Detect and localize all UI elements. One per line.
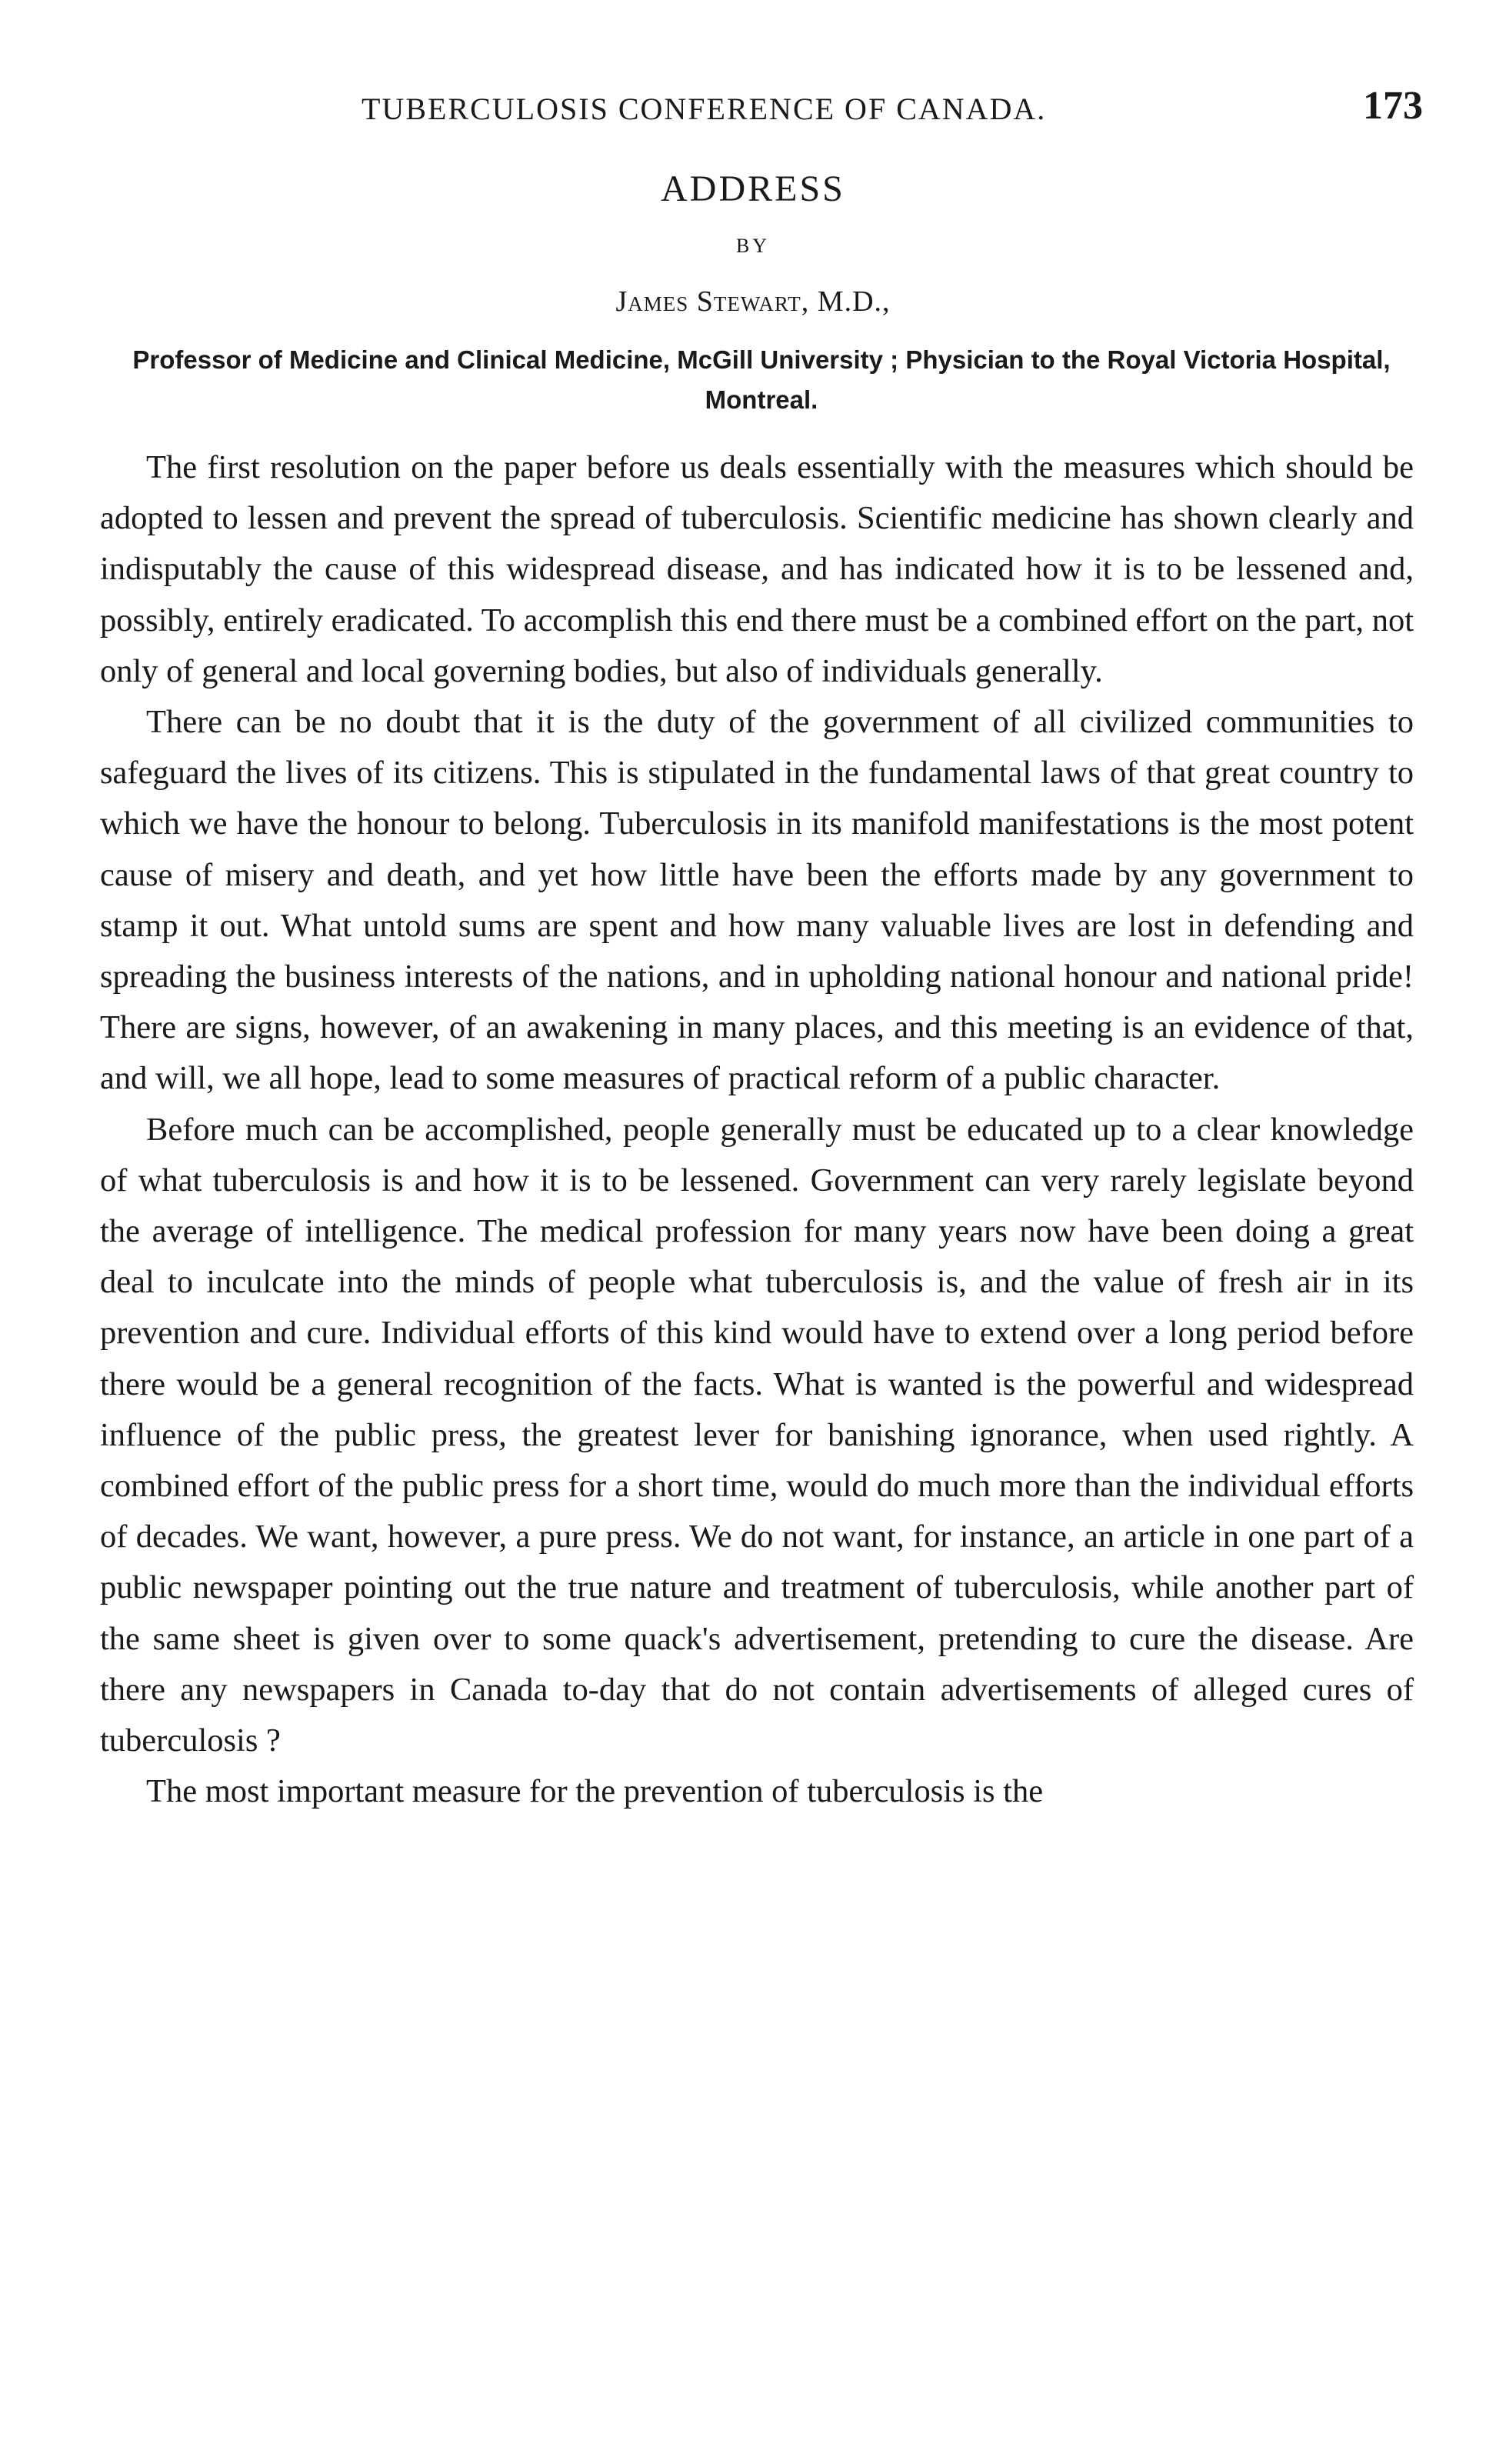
paragraph-3: Before much can be accomplished, people generally must be educated up to a clear knowledge of what tuberculosis is and how it is to be lessened. Government can very rarely legislate beyond the average of intelligence. The medical profession for many years now have been doing a great deal to inculcate into the minds of people what tuberculosis is, and the value of fresh air in its prevention and cure. Individual efforts of this kind would have to extend over a long period before there would be a general recognition of the facts. What is wanted is the powerful and widespread influence of the public press, the greatest lever for banishing ignorance, when used rightly. A combined effort of the public press for a short time, would do much more than the individual efforts of decades. We want, however, a pure press. We do not want, for instance, an article in one part of a public newspaper pointing out the true nature and treatment of tuberculosis, while another part of the same sheet is given over to some quack's advertisement, pretending to cure the disease. Are there any newspapers in Canada to-day that do not contain advertisements of alleged cures of tuberculosis ? <box>100 1111 1414 1759</box>
page-number: 173 <box>1363 84 1423 128</box>
address-by-line: BY <box>735 235 771 257</box>
paragraph-2: There can be no doubt that it is the duty of the government of all civilized communities to safeguard the lives of its citizens. This is stipulated in the fundamental laws of that great country to which we have the honour to belong. Tuberculosis in its manifold manifestations is the most potent cause of misery and death, and yet how little have been the efforts made by any government to stamp it out. What untold sums are spent and how many valuable lives are lost in defending and spreading the business interests of the nations, and in upholding national honour and national pride! There are signs, however, of an awakening in many places, and this meeting is an evidence of that, and will, we all hope, lead to some measures of practical reform of a public character. <box>100 704 1414 1097</box>
running-header <box>100 83 1423 137</box>
author-name: James Stewart, M.D., <box>615 285 891 318</box>
article-body <box>100 442 1414 1817</box>
running-title: TUBERCULOSIS CONFERENCE OF CANADA. <box>362 92 1047 126</box>
address-title: ADDRESS <box>661 168 845 209</box>
paragraph-4: The most important measure for the prevention of tuberculosis is the <box>146 1773 1044 1810</box>
author-affiliation: Professor of Medicine and Clinical Medicine, McGill University ; Physician to the Royal Victoria Hospital, Montreal. <box>132 345 1391 414</box>
paragraph-1: The first resolution on the paper before us deals essentially with the measures which should be adopted to lessen and prevent the spread of tuberculosis. Scientific medicine has shown clearly and indisputably the cause of this widespread disease, and has indicated how it is to be lessened and, possibly, entirely eradicated. To accomplish this end there must be a combined effort on the part, not only of general and local governing bodies, but also of individuals generally. <box>100 449 1414 689</box>
